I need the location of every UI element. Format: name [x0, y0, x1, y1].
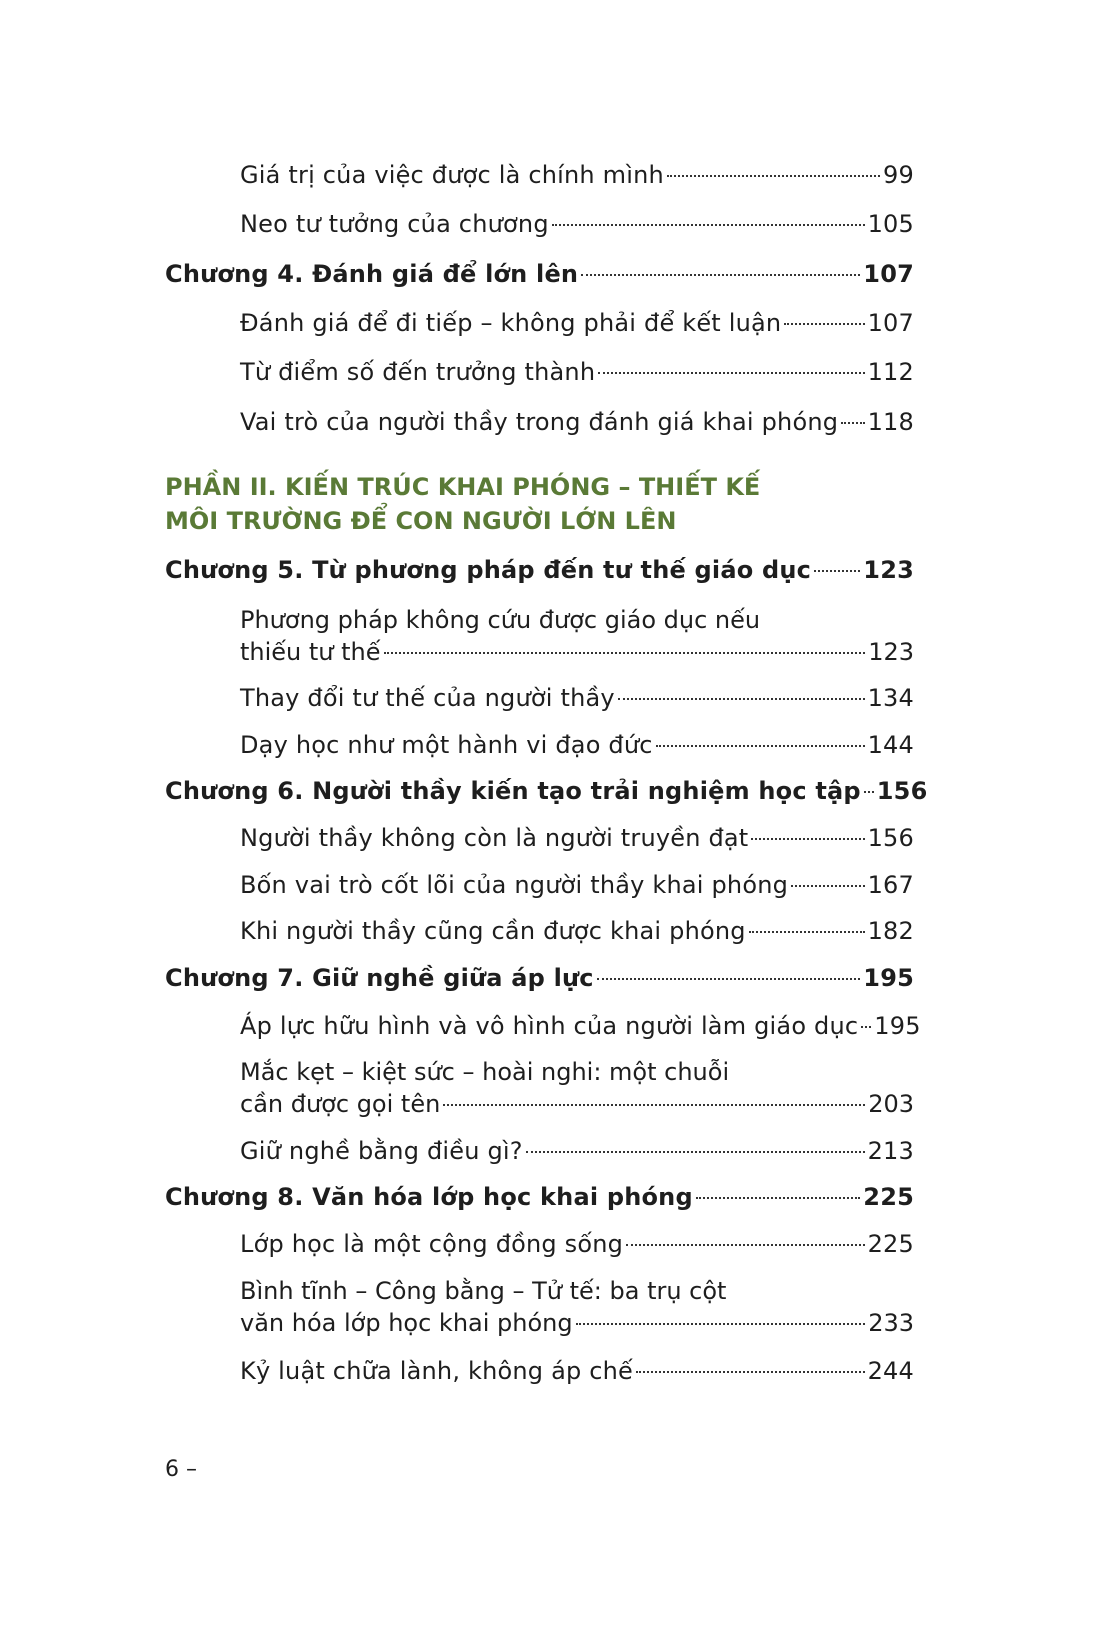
toc-entry[interactable] — [240, 207, 914, 241]
toc-chapter-entry[interactable] — [165, 774, 928, 808]
leader-dots — [384, 652, 866, 654]
toc-entry-page: 233 — [868, 1309, 914, 1337]
leader-dots — [581, 274, 860, 276]
toc-entry-page: 244 — [867, 1357, 914, 1385]
toc-entry-title: Người thầy không còn là người truyền đạt — [240, 824, 749, 852]
toc-entry-title: Kỷ luật chữa lành, không áp chế — [240, 1357, 634, 1385]
toc-entry-title: Giá trị của việc được là chính mình — [240, 161, 664, 189]
leader-dots — [814, 570, 860, 572]
leader-dots — [526, 1151, 865, 1153]
toc-entry-title: Áp lực hữu hình và vô hình của người làm giáo dục — [240, 1012, 859, 1040]
toc-entry-title-line2: thiếu tư thế — [240, 638, 381, 666]
toc-entry[interactable] — [240, 604, 914, 668]
leader-dots — [576, 1323, 866, 1325]
toc-entry[interactable] — [240, 306, 914, 340]
toc-entry-page: 195 — [874, 1012, 921, 1040]
toc-entry-title: Vai trò của người thầy trong đánh giá khai phóng — [240, 408, 839, 436]
toc-entry-page: 107 — [867, 309, 914, 337]
toc-entry-title: Bốn vai trò cốt lõi của người thầy khai phóng — [240, 871, 789, 899]
toc-entry-page: 225 — [867, 1230, 914, 1258]
leader-dots — [598, 372, 864, 374]
toc-entry[interactable] — [240, 1009, 921, 1043]
toc-chapter-entry[interactable] — [165, 257, 914, 291]
toc-chapter-entry[interactable] — [165, 961, 914, 995]
toc-entry-page: 123 — [863, 556, 914, 584]
leader-dots — [696, 1197, 860, 1199]
toc-chapter-title: Chương 7. Giữ nghề giữa áp lực — [165, 964, 594, 992]
toc-entry[interactable] — [240, 681, 914, 715]
toc-entry[interactable] — [240, 1134, 914, 1168]
page-number: 6 – — [165, 1457, 197, 1482]
leader-dots — [443, 1104, 865, 1106]
toc-entry[interactable] — [240, 1354, 914, 1388]
toc-entry-page: 144 — [867, 731, 914, 759]
part-heading-line: MÔI TRƯỜNG ĐỂ CON NGƯỜI LỚN LÊN — [165, 507, 677, 535]
toc-chapter-entry[interactable] — [165, 553, 914, 587]
leader-dots — [618, 698, 865, 700]
toc-chapter-title: Chương 6. Người thầy kiến tạo trải nghiệm học tập — [165, 777, 861, 805]
toc-entry-page: 99 — [883, 161, 914, 189]
leader-dots — [636, 1371, 865, 1373]
toc-entry-page: 156 — [867, 824, 914, 852]
leader-dots — [667, 175, 880, 177]
leader-dots — [597, 978, 861, 980]
leader-dots — [751, 838, 864, 840]
part-heading-line: PHẦN II. KIẾN TRÚC KHAI PHÓNG – THIẾT KẾ — [165, 473, 761, 501]
toc-entry[interactable] — [240, 914, 914, 948]
toc-entry-title: Lớp học là một cộng đồng sống — [240, 1230, 624, 1258]
leader-dots — [864, 791, 874, 793]
toc-entry[interactable] — [240, 355, 914, 389]
toc-entry-page: 225 — [863, 1183, 914, 1211]
leader-dots — [841, 422, 864, 424]
toc-entry-page: 195 — [863, 964, 914, 992]
leader-dots — [749, 931, 865, 933]
toc-entry-page: 203 — [868, 1090, 914, 1118]
toc-entry-title-line1: Mắc kẹt – kiệt sức – hoài nghi: một chuỗi — [240, 1058, 730, 1086]
toc-entry-page: 167 — [867, 871, 914, 899]
toc-entry[interactable] — [240, 1056, 914, 1120]
toc-entry-page: 182 — [867, 917, 914, 945]
toc-entry-title: Neo tư tưởng của chương — [240, 210, 549, 238]
toc-entry[interactable] — [240, 1275, 914, 1339]
leader-dots — [552, 224, 865, 226]
leader-dots — [656, 745, 865, 747]
toc-entry-page: 134 — [867, 684, 914, 712]
toc-entry-title-line1: Bình tĩnh – Công bằng – Tử tế: ba trụ cột — [240, 1277, 727, 1305]
leader-dots — [861, 1026, 871, 1028]
toc-entry-page: 118 — [867, 408, 914, 436]
toc-chapter-title: Chương 4. Đánh giá để lớn lên — [165, 260, 579, 288]
toc-entry-title: Từ điểm số đến trưởng thành — [240, 358, 596, 386]
toc-entry-title: Thay đổi tư thế của người thầy — [240, 684, 615, 712]
toc-entry-page: 112 — [867, 358, 914, 386]
leader-dots — [791, 885, 865, 887]
toc-entry[interactable] — [240, 868, 914, 902]
toc-entry-title: Đánh giá để đi tiếp – không phải để kết luận — [240, 309, 782, 337]
toc-entry[interactable] — [240, 158, 914, 192]
toc-entry-page: 107 — [863, 260, 914, 288]
toc-entry-title: Giữ nghề bằng điều gì? — [240, 1137, 523, 1165]
toc-entry-title: Dạy học như một hành vi đạo đức — [240, 731, 653, 759]
toc-entry-title-line1: Phương pháp không cứu được giáo dục nếu — [240, 606, 761, 634]
toc-entry[interactable] — [240, 405, 914, 439]
leader-dots — [784, 323, 864, 325]
toc-entry-title-line2: cần được gọi tên — [240, 1090, 441, 1118]
toc-entry[interactable] — [240, 1227, 914, 1261]
toc-entry-title-line2: văn hóa lớp học khai phóng — [240, 1309, 573, 1337]
toc-entry-page: 123 — [868, 638, 914, 666]
toc-chapter-title: Chương 8. Văn hóa lớp học khai phóng — [165, 1183, 693, 1211]
toc-entry-page: 105 — [867, 210, 914, 238]
toc-entry-page: 156 — [876, 777, 928, 805]
toc-entry[interactable] — [240, 728, 914, 762]
toc-entry[interactable] — [240, 821, 914, 855]
toc-chapter-entry[interactable] — [165, 1180, 914, 1214]
toc-entry-title: Khi người thầy cũng cần được khai phóng — [240, 917, 746, 945]
part-heading[interactable] — [165, 470, 925, 538]
leader-dots — [626, 1244, 864, 1246]
toc-entry-page: 213 — [867, 1137, 914, 1165]
toc-chapter-title: Chương 5. Từ phương pháp đến tư thế giáo dục — [165, 556, 812, 584]
